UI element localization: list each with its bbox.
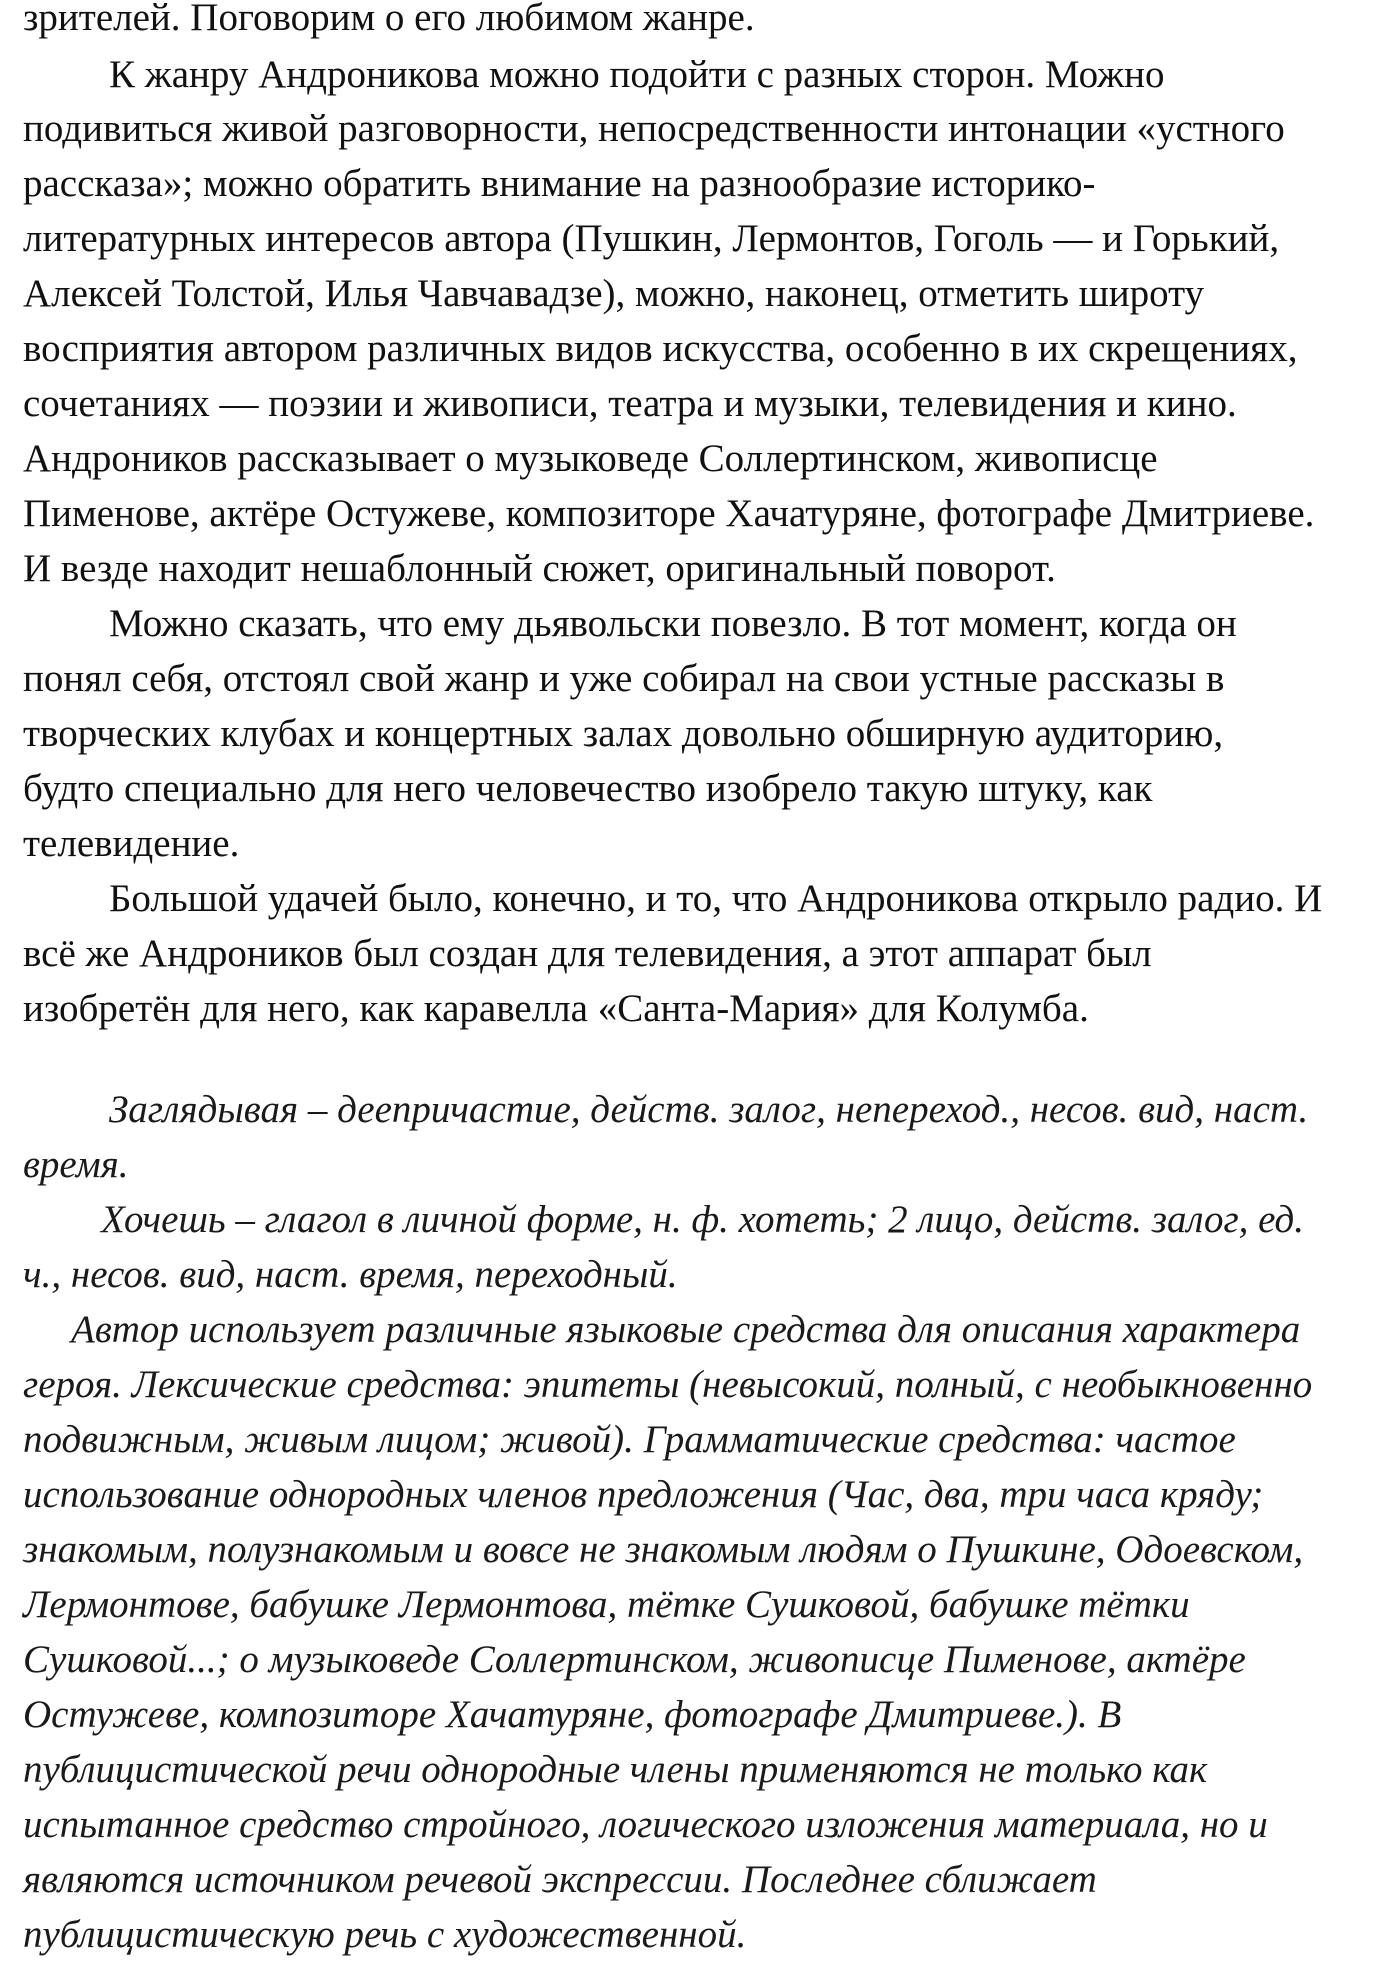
analysis-line: Сушковой...; о музыковеде Соллертинском, живописце Пименове, актёре: [23, 1638, 1246, 1681]
analysis-line: Лермонтове, бабушке Лермонтова, тётке Сушковой, бабушке тётки: [23, 1583, 1190, 1626]
analysis-line: использование однородных членов предложения (Час, два, три часа кряду;: [23, 1473, 1264, 1516]
analysis-line: являются источником речевой экспрессии. Последнее сближает: [23, 1858, 1097, 1901]
text-line: всё же Андроников был создан для телевидения, а этот аппарат был: [23, 932, 1152, 975]
text-line: изобретён для него, как каравелла «Санта-Мария» для Колумба.: [23, 987, 1089, 1030]
text-line: будто специально для него человечество изобрело такую штуку, как: [23, 767, 1153, 810]
analysis-line: публицистическую речь с художественной.: [23, 1913, 747, 1956]
text-line: Большой удачей было, конечно, и то, что Андроникова открыло радио. И: [109, 877, 1323, 920]
analysis-line: знакомым, полузнакомым и вовсе не знакомым людям о Пушкине, Одоевском,: [23, 1528, 1304, 1571]
text-line: Андроников рассказывает о музыковеде Соллертинском, живописце: [23, 437, 1158, 480]
analysis-line: Хочешь – глагол в личной форме, н. ф. хотеть; 2 лицо, действ. залог, ед.: [101, 1198, 1305, 1241]
analysis-line: Остужеве, композиторе Хачатуряне, фотографе Дмитриеве.). В: [23, 1693, 1122, 1736]
analysis-line: Заглядывая – деепричастие, действ. залог, непереход., несов. вид, наст.: [109, 1088, 1309, 1131]
analysis-line: публицистической речи однородные члены применяются не только как: [23, 1748, 1208, 1791]
text-line: подивиться живой разговорности, непосредственности интонации «устного: [23, 107, 1285, 150]
analysis-line: ч., несов. вид, наст. время, переходный.: [23, 1253, 678, 1296]
analysis-line: Автор использует различные языковые средства для описания характера: [71, 1308, 1301, 1351]
text-line: сочетаниях — поэзии и живописи, театра и музыки, телевидения и кино.: [23, 382, 1237, 425]
analysis-line: подвижным, живым лицом; живой). Грамматические средства: частое: [23, 1418, 1236, 1461]
text-line: К жанру Андроникова можно подойти с разных сторон. Можно: [109, 53, 1165, 96]
text-line: И везде находит нешаблонный сюжет, оригинальный поворот.: [23, 547, 1056, 590]
text-line: литературных интересов автора (Пушкин, Лермонтов, Гоголь — и Горький,: [23, 217, 1280, 260]
text-line: Пименове, актёре Остужеве, композиторе Хачатуряне, фотографе Дмитриеве.: [23, 492, 1315, 535]
text-line: Алексей Толстой, Илья Чавчавадзе), можно, наконец, отметить широту: [23, 272, 1205, 315]
text-line: восприятия автором различных видов искусства, особенно в их скрещениях,: [23, 327, 1298, 370]
analysis-line: испытанное средство стройного, логического изложения материала, но и: [23, 1803, 1268, 1846]
text-line: понял себя, отстоял свой жанр и уже собирал на свои устные рассказы в: [23, 657, 1225, 700]
analysis-line: время.: [23, 1143, 129, 1186]
text-line: зрителей. Поговорим о его любимом жанре.: [23, 0, 755, 39]
document-page: [23, 0, 1393, 1956]
text-line: телевидение.: [23, 822, 240, 865]
text-line: творческих клубах и концертных залах довольно обширную аудиторию,: [23, 712, 1224, 755]
analysis-line: героя. Лексические средства: эпитеты (невысокий, полный, с необыкновенно: [23, 1363, 1313, 1406]
text-line: Можно сказать, что ему дьявольски повезло. В тот момент, когда он: [109, 602, 1237, 645]
text-line: рассказа»; можно обратить внимание на разнообразие историко-: [23, 162, 1096, 205]
